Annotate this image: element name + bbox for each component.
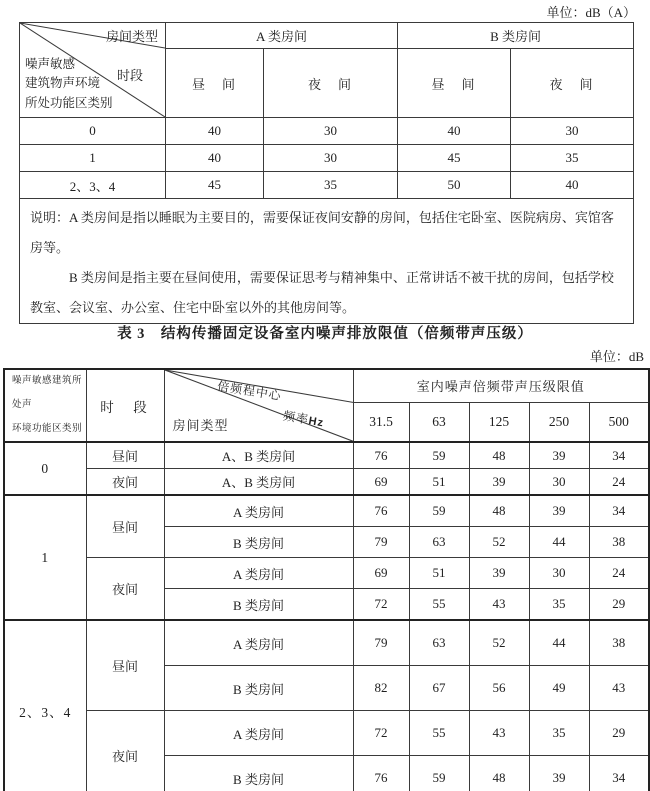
value-cell: 35 <box>511 145 634 172</box>
value-cell: 72 <box>353 711 409 756</box>
value-cell: 55 <box>409 711 469 756</box>
value-cell: 34 <box>589 495 649 527</box>
value-cell: 34 <box>589 442 649 469</box>
corner-area-label <box>25 55 113 113</box>
limits-header: 室内噪声倍频带声压级限值 <box>353 369 649 402</box>
time-cell: 夜间 <box>86 558 164 621</box>
value-cell: 30 <box>511 118 634 145</box>
value-cell: 30 <box>264 145 398 172</box>
note-line-b: B 类房间是指主要在昼间使用，需要保证思考与精神集中、正常讲话不被干扰的房间，包括学校教室、会议室、办公室、住宅中卧室以外的其他房间等。 <box>30 270 614 315</box>
time-cell: 夜间 <box>86 469 164 496</box>
column-header-day: 昼 间 <box>166 49 264 118</box>
freq-header: 63 <box>409 402 469 442</box>
table-row <box>4 558 649 589</box>
table3-area-header <box>4 369 86 442</box>
column-header-night: 夜 间 <box>511 49 634 118</box>
corner-area-line: 噪声敏感 <box>25 56 76 71</box>
area-cell: 1 <box>4 495 86 620</box>
value-cell: 56 <box>469 666 529 711</box>
value-cell: 72 <box>353 589 409 621</box>
value-cell: 30 <box>529 558 589 589</box>
value-cell: 76 <box>353 442 409 469</box>
hz-unit-text: Hz <box>307 414 325 430</box>
value-cell: 52 <box>469 527 529 558</box>
value-cell: 40 <box>398 118 511 145</box>
value-cell: 69 <box>353 469 409 496</box>
unit-label-db: 单位：dB <box>589 349 644 364</box>
value-cell: 48 <box>469 495 529 527</box>
room-cell: A 类房间 <box>164 711 353 756</box>
value-cell: 39 <box>529 495 589 527</box>
corner-room-type-label: 房间类型 <box>105 29 158 44</box>
area-cell: 0 <box>4 442 86 495</box>
corner-period-label: 时段 <box>116 68 143 83</box>
value-cell: 55 <box>409 589 469 621</box>
value-cell: 29 <box>589 589 649 621</box>
column-header-night: 夜 间 <box>264 49 398 118</box>
value-cell: 50 <box>398 172 511 199</box>
value-cell: 63 <box>409 527 469 558</box>
value-cell: 79 <box>353 620 409 666</box>
table-row <box>4 369 649 402</box>
value-cell: 39 <box>469 469 529 496</box>
note-line-a: 说明：A 类房间是指以睡眠为主要目的，需要保证夜间安静的房间，包括住宅卧室、医院病房、宾馆客房等。 <box>30 210 614 255</box>
value-cell: 29 <box>589 711 649 756</box>
value-cell: 76 <box>353 756 409 791</box>
value-cell: 45 <box>398 145 511 172</box>
value-cell: 39 <box>529 442 589 469</box>
unit-label-dba: 单位：dB（A） <box>546 5 636 20</box>
column-header-day: 昼 间 <box>398 49 511 118</box>
value-cell: 30 <box>264 118 398 145</box>
value-cell: 49 <box>529 666 589 711</box>
value-cell: 40 <box>166 118 264 145</box>
time-cell: 昼间 <box>86 495 164 558</box>
freq-header: 31.5 <box>353 402 409 442</box>
time-cell: 夜间 <box>86 711 164 791</box>
value-cell: 69 <box>353 558 409 589</box>
table-row <box>20 23 634 49</box>
value-cell: 38 <box>589 620 649 666</box>
value-cell: 34 <box>589 756 649 791</box>
freq-header: 125 <box>469 402 529 442</box>
table-row <box>4 620 649 666</box>
frequency-text: 频率 <box>281 408 310 427</box>
value-cell: 59 <box>409 442 469 469</box>
value-cell: 44 <box>529 620 589 666</box>
column-group-b: B 类房间 <box>398 23 634 49</box>
room-cell: A 类房间 <box>164 495 353 527</box>
room-cell: A 类房间 <box>164 620 353 666</box>
time-cell: 昼间 <box>86 620 164 711</box>
table-a-weighted-limits <box>19 22 634 324</box>
area-cell: 2、3、4 <box>20 172 166 199</box>
value-cell: 79 <box>353 527 409 558</box>
area-cell: 2、3、4 <box>4 620 86 791</box>
table3-corner-cell <box>164 369 353 442</box>
corner-area-line: 所处功能区类别 <box>25 95 113 110</box>
table-row <box>4 442 649 469</box>
area-header-line: 噪声敏感建筑所处声 <box>12 376 83 410</box>
room-cell: B 类房间 <box>164 589 353 621</box>
table-row <box>20 145 634 172</box>
value-cell: 35 <box>529 589 589 621</box>
value-cell: 43 <box>469 711 529 756</box>
table-row <box>20 172 634 199</box>
table1-corner-cell <box>20 23 166 118</box>
area-cell: 1 <box>20 145 166 172</box>
room-cell: A、B 类房间 <box>164 469 353 496</box>
value-cell: 40 <box>511 172 634 199</box>
freq-header: 250 <box>529 402 589 442</box>
column-group-a: A 类房间 <box>166 23 398 49</box>
corner-octave-center-label: 倍频程中心 <box>215 378 283 403</box>
value-cell: 76 <box>353 495 409 527</box>
value-cell: 52 <box>469 620 529 666</box>
corner-area-line: 建筑物声环境 <box>25 76 101 91</box>
corner-room-type-label: 房间类型 <box>172 418 229 434</box>
value-cell: 24 <box>589 558 649 589</box>
value-cell: 39 <box>529 756 589 791</box>
table-row <box>4 469 649 496</box>
value-cell: 48 <box>469 442 529 469</box>
value-cell: 67 <box>409 666 469 711</box>
note-cell <box>20 199 634 324</box>
room-cell: B 类房间 <box>164 666 353 711</box>
area-cell: 0 <box>20 118 166 145</box>
value-cell: 51 <box>409 469 469 496</box>
table-octave-band-limits <box>3 368 650 791</box>
room-cell: B 类房间 <box>164 527 353 558</box>
value-cell: 38 <box>589 527 649 558</box>
value-cell: 59 <box>409 495 469 527</box>
value-cell: 51 <box>409 558 469 589</box>
value-cell: 63 <box>409 620 469 666</box>
freq-header: 500 <box>589 402 649 442</box>
value-cell: 24 <box>589 469 649 496</box>
area-header-line: 环境功能区类别 <box>12 423 83 434</box>
table-row <box>4 495 649 527</box>
value-cell: 40 <box>166 145 264 172</box>
value-cell: 45 <box>166 172 264 199</box>
value-cell: 48 <box>469 756 529 791</box>
room-cell: A 类房间 <box>164 558 353 589</box>
value-cell: 43 <box>469 589 529 621</box>
value-cell: 44 <box>529 527 589 558</box>
value-cell: 59 <box>409 756 469 791</box>
table-row <box>20 118 634 145</box>
table3-period-header: 时 段 <box>86 369 164 442</box>
table-note-row <box>20 199 634 324</box>
value-cell: 35 <box>529 711 589 756</box>
value-cell: 35 <box>264 172 398 199</box>
value-cell: 82 <box>353 666 409 711</box>
room-cell: A、B 类房间 <box>164 442 353 469</box>
value-cell: 30 <box>529 469 589 496</box>
value-cell: 39 <box>469 558 529 589</box>
table-row <box>4 711 649 756</box>
time-cell: 昼间 <box>86 442 164 469</box>
value-cell: 43 <box>589 666 649 711</box>
table3-title: 表 3 结构传播固定设备室内噪声排放限值（倍频带声压级） <box>117 326 533 342</box>
room-cell: B 类房间 <box>164 756 353 791</box>
